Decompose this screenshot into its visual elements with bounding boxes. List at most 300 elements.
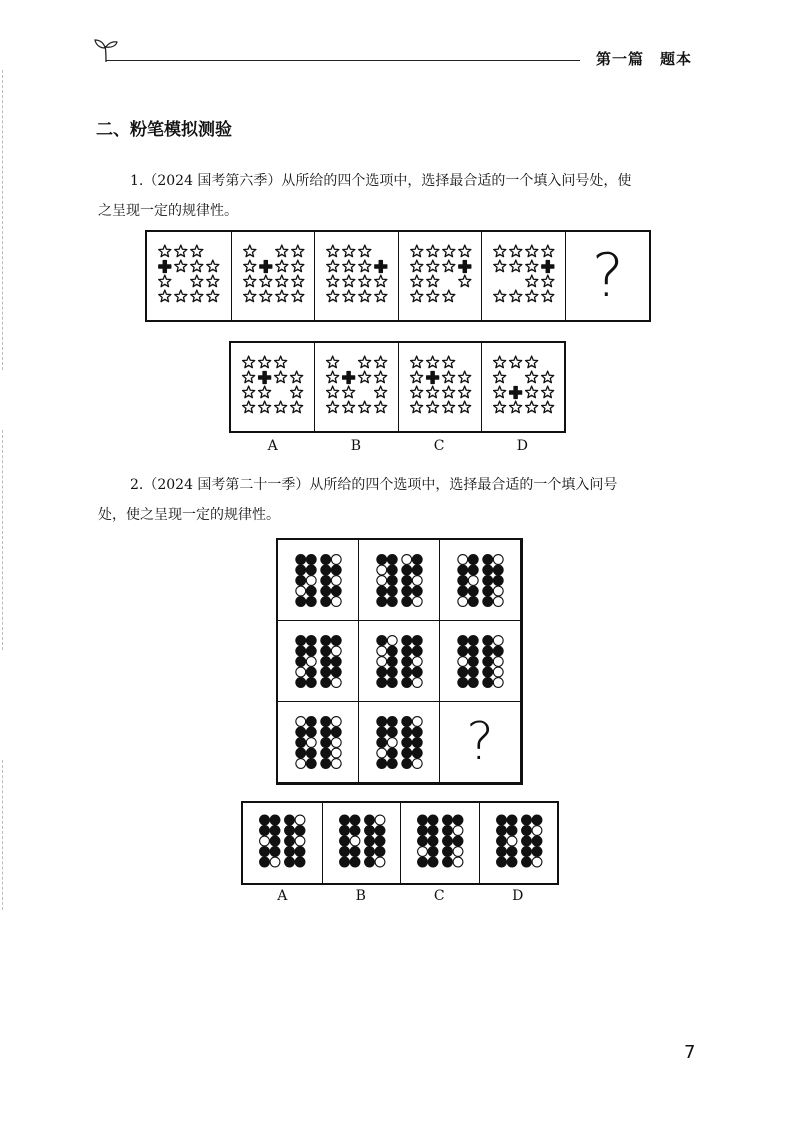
q1-option-C[interactable]: C xyxy=(433,438,445,454)
cross-icon xyxy=(343,372,355,384)
black-circle xyxy=(402,646,412,656)
q2-option-A[interactable]: A xyxy=(277,888,288,904)
star-icon xyxy=(541,371,553,383)
black-circle xyxy=(377,738,387,748)
black-circle xyxy=(285,826,295,836)
white-circle xyxy=(375,815,385,825)
white-circle xyxy=(532,857,542,867)
star-icon xyxy=(411,290,423,302)
black-circle xyxy=(412,727,422,737)
star-icon xyxy=(275,245,287,257)
black-circle xyxy=(377,678,387,688)
cross-icon xyxy=(259,261,271,273)
star-icon xyxy=(494,260,506,272)
black-circle xyxy=(443,857,453,867)
black-circle xyxy=(521,857,531,867)
black-circle xyxy=(458,667,468,677)
black-circle xyxy=(387,717,397,727)
black-circle xyxy=(306,646,316,656)
black-circle xyxy=(468,667,478,677)
q2-option-figure-A[interactable] xyxy=(243,803,322,883)
star-icon xyxy=(541,401,553,413)
star-icon xyxy=(525,356,537,368)
black-circle xyxy=(412,565,422,575)
option-figure-B[interactable] xyxy=(314,343,398,431)
black-circle xyxy=(483,657,493,667)
black-circle xyxy=(296,576,306,586)
black-circle xyxy=(418,826,428,836)
black-circle xyxy=(412,636,422,646)
star-icon xyxy=(458,386,470,398)
black-circle xyxy=(458,576,468,586)
black-circle xyxy=(468,586,478,596)
star-icon xyxy=(410,356,422,368)
black-circle xyxy=(270,847,280,857)
black-circle xyxy=(285,836,295,846)
black-circle xyxy=(350,847,360,857)
question-1-text xyxy=(98,166,698,226)
star-icon xyxy=(327,371,339,383)
black-circle xyxy=(339,815,349,825)
black-circle xyxy=(321,597,331,607)
black-circle xyxy=(483,667,493,677)
star-icon xyxy=(426,356,438,368)
grid-figure-7 xyxy=(277,701,359,783)
black-circle xyxy=(402,657,412,667)
question-2-grid xyxy=(276,538,523,785)
black-circle xyxy=(296,597,306,607)
white-circle xyxy=(493,636,503,646)
star-icon xyxy=(359,401,371,413)
black-circle xyxy=(387,759,397,769)
q2-option-figure-D[interactable] xyxy=(479,803,559,883)
black-circle xyxy=(402,576,412,586)
black-circle xyxy=(260,826,270,836)
black-circle xyxy=(483,636,493,646)
black-circle xyxy=(402,678,412,688)
star-icon xyxy=(526,260,538,272)
star-icon xyxy=(442,371,454,383)
black-circle xyxy=(483,555,493,565)
question-mark: ? xyxy=(466,712,494,772)
black-circle xyxy=(402,738,412,748)
black-circle xyxy=(532,815,542,825)
white-circle xyxy=(295,836,305,846)
grid-figure-1 xyxy=(277,539,359,621)
star-icon xyxy=(359,290,371,302)
black-circle xyxy=(428,815,438,825)
stem-figure-5 xyxy=(481,232,566,320)
star-icon xyxy=(159,290,171,302)
black-circle xyxy=(387,727,397,737)
black-circle xyxy=(428,847,438,857)
black-circle xyxy=(443,836,453,846)
black-circle xyxy=(321,565,331,575)
black-circle xyxy=(428,836,438,846)
option-figure-C[interactable] xyxy=(398,343,482,431)
black-circle xyxy=(296,738,306,748)
black-circle xyxy=(483,678,493,688)
white-circle xyxy=(306,738,316,748)
option-figure-A[interactable] xyxy=(231,343,314,431)
white-circle xyxy=(306,576,316,586)
black-circle xyxy=(364,836,374,846)
black-circle xyxy=(387,565,397,575)
black-circle xyxy=(339,836,349,846)
black-circle xyxy=(483,586,493,596)
star-icon xyxy=(327,356,339,368)
star-icon xyxy=(259,386,271,398)
star-icon xyxy=(275,260,287,272)
black-circle xyxy=(285,847,295,857)
option-figure-D[interactable] xyxy=(481,343,565,431)
black-circle xyxy=(295,857,305,867)
star-icon xyxy=(327,290,339,302)
star-icon xyxy=(243,371,255,383)
question-1-line-2: 之呈现一定的规律性。 xyxy=(98,203,238,219)
black-circle xyxy=(339,857,349,867)
white-circle xyxy=(402,555,412,565)
star-icon xyxy=(442,386,454,398)
white-circle xyxy=(377,646,387,656)
black-circle xyxy=(364,857,374,867)
star-icon xyxy=(410,371,422,383)
black-circle xyxy=(306,727,316,737)
star-icon xyxy=(510,260,522,272)
star-icon xyxy=(375,356,387,368)
black-circle xyxy=(306,565,316,575)
black-circle xyxy=(285,857,295,867)
question-1-stem-panel xyxy=(145,230,651,322)
black-circle xyxy=(387,597,397,607)
star-icon xyxy=(443,245,455,257)
star-icon xyxy=(426,386,438,398)
white-circle xyxy=(468,576,478,586)
black-circle xyxy=(418,815,428,825)
black-circle xyxy=(306,759,316,769)
star-icon xyxy=(542,290,554,302)
star-icon xyxy=(410,401,422,413)
white-circle xyxy=(350,836,360,846)
white-circle xyxy=(387,738,397,748)
black-circle xyxy=(453,836,463,846)
white-circle xyxy=(412,717,422,727)
star-icon xyxy=(443,290,455,302)
white-circle xyxy=(412,576,422,586)
white-circle xyxy=(532,826,542,836)
white-circle xyxy=(493,667,503,677)
star-icon xyxy=(291,275,303,287)
star-icon xyxy=(458,371,470,383)
grid-figure-2 xyxy=(358,539,440,621)
star-icon xyxy=(275,290,287,302)
star-icon xyxy=(291,401,303,413)
black-circle xyxy=(521,826,531,836)
black-circle xyxy=(260,815,270,825)
star-icon xyxy=(427,260,439,272)
star-icon xyxy=(410,386,422,398)
grid-figure-5 xyxy=(358,620,440,702)
black-circle xyxy=(468,555,478,565)
white-circle xyxy=(296,759,306,769)
star-icon xyxy=(327,401,339,413)
black-circle xyxy=(377,759,387,769)
star-icon xyxy=(191,245,203,257)
question-2-line-1: 2.（2024 国考第二十一季）从所给的四个选项中，选择最合适的一个填入问号 xyxy=(130,477,618,493)
star-icon xyxy=(375,275,387,287)
white-circle xyxy=(412,657,422,667)
black-circle xyxy=(260,847,270,857)
black-circle xyxy=(418,857,428,867)
grid-figure-8 xyxy=(358,701,440,783)
white-circle xyxy=(412,759,422,769)
black-circle xyxy=(412,738,422,748)
black-circle xyxy=(387,678,397,688)
black-circle xyxy=(387,667,397,677)
question-2-line-2: 处，使之呈现一定的规律性。 xyxy=(98,507,280,523)
black-circle xyxy=(331,636,341,646)
black-circle xyxy=(296,565,306,575)
star-icon xyxy=(359,356,371,368)
q1-option-D[interactable]: D xyxy=(516,438,528,454)
black-circle xyxy=(306,678,316,688)
black-circle xyxy=(507,815,517,825)
star-icon xyxy=(510,290,522,302)
white-circle xyxy=(453,857,463,867)
star-icon xyxy=(443,260,455,272)
star-icon xyxy=(525,401,537,413)
star-icon xyxy=(493,371,505,383)
black-circle xyxy=(306,636,316,646)
star-icon xyxy=(411,275,423,287)
white-circle xyxy=(377,565,387,575)
white-circle xyxy=(412,597,422,607)
star-icon xyxy=(175,260,187,272)
star-icon xyxy=(291,371,303,383)
white-circle xyxy=(331,717,341,727)
black-circle xyxy=(443,815,453,825)
star-icon xyxy=(327,260,339,272)
star-icon xyxy=(175,290,187,302)
star-icon xyxy=(510,245,522,257)
black-circle xyxy=(402,748,412,758)
q1-option-A[interactable]: A xyxy=(267,438,278,454)
star-icon xyxy=(526,245,538,257)
black-circle xyxy=(350,815,360,825)
black-circle xyxy=(331,727,341,737)
black-circle xyxy=(443,826,453,836)
star-icon xyxy=(259,356,271,368)
black-circle xyxy=(364,815,374,825)
black-circle xyxy=(493,646,503,656)
q2-option-figure-C[interactable] xyxy=(400,803,480,883)
black-circle xyxy=(387,657,397,667)
q2-option-B[interactable]: B xyxy=(355,888,366,904)
star-icon xyxy=(459,275,471,287)
star-icon xyxy=(359,260,371,272)
white-circle xyxy=(493,678,503,688)
black-circle xyxy=(387,576,397,586)
star-icon xyxy=(291,290,303,302)
white-circle xyxy=(412,678,422,688)
black-circle xyxy=(321,586,331,596)
stem-figure-4 xyxy=(398,232,483,320)
black-circle xyxy=(402,759,412,769)
star-icon xyxy=(343,386,355,398)
q1-option-B[interactable]: B xyxy=(350,438,362,454)
star-icon xyxy=(509,356,521,368)
white-circle xyxy=(377,576,387,586)
white-circle xyxy=(331,748,341,758)
black-circle xyxy=(412,748,422,758)
star-icon xyxy=(442,356,454,368)
star-icon xyxy=(375,290,387,302)
star-icon xyxy=(426,401,438,413)
black-circle xyxy=(306,667,316,677)
star-icon xyxy=(243,401,255,413)
star-icon xyxy=(343,245,355,257)
black-circle xyxy=(296,555,306,565)
star-icon xyxy=(526,275,538,287)
star-icon xyxy=(494,245,506,257)
cross-icon xyxy=(509,387,521,399)
black-circle xyxy=(270,836,280,846)
black-circle xyxy=(350,857,360,867)
white-circle xyxy=(270,857,280,867)
star-icon xyxy=(207,260,219,272)
white-circle xyxy=(377,657,387,667)
star-icon xyxy=(493,356,505,368)
black-circle xyxy=(483,646,493,656)
star-icon xyxy=(191,290,203,302)
cross-icon xyxy=(159,261,171,273)
margin-dots xyxy=(2,760,5,910)
q2-option-figure-B[interactable] xyxy=(322,803,402,883)
black-circle xyxy=(270,815,280,825)
question-2-options-panel xyxy=(241,801,559,885)
star-icon xyxy=(375,401,387,413)
black-circle xyxy=(377,717,387,727)
black-circle xyxy=(493,565,503,575)
star-icon xyxy=(175,245,187,257)
stem-figure-3 xyxy=(314,232,399,320)
black-circle xyxy=(428,857,438,867)
black-circle xyxy=(493,576,503,586)
black-circle xyxy=(339,826,349,836)
black-circle xyxy=(468,678,478,688)
black-circle xyxy=(458,636,468,646)
star-icon xyxy=(243,290,255,302)
q2-option-C[interactable]: C xyxy=(433,888,445,904)
black-circle xyxy=(296,657,306,667)
black-circle xyxy=(270,826,280,836)
star-icon xyxy=(207,275,219,287)
black-circle xyxy=(507,847,517,857)
star-icon xyxy=(159,275,171,287)
stem-figure-1 xyxy=(147,232,231,320)
black-circle xyxy=(496,826,506,836)
black-circle xyxy=(496,847,506,857)
black-circle xyxy=(321,657,331,667)
star-icon xyxy=(359,371,371,383)
black-circle xyxy=(375,826,385,836)
black-circle xyxy=(321,717,331,727)
margin-dots xyxy=(2,70,5,370)
white-circle xyxy=(493,555,503,565)
black-circle xyxy=(412,667,422,677)
black-circle xyxy=(458,646,468,656)
page-number: 7 xyxy=(684,1042,696,1063)
black-circle xyxy=(321,678,331,688)
star-icon xyxy=(343,401,355,413)
black-circle xyxy=(377,597,387,607)
black-circle xyxy=(402,667,412,677)
black-circle xyxy=(306,586,316,596)
margin-dots xyxy=(2,430,5,650)
star-icon xyxy=(493,386,505,398)
star-icon xyxy=(275,275,287,287)
white-circle xyxy=(418,847,428,857)
star-icon xyxy=(291,245,303,257)
black-circle xyxy=(377,636,387,646)
star-icon xyxy=(327,275,339,287)
star-icon xyxy=(541,386,553,398)
black-circle xyxy=(295,847,305,857)
grid-figure-3 xyxy=(439,539,521,621)
star-icon xyxy=(259,275,271,287)
star-icon xyxy=(327,245,339,257)
black-circle xyxy=(402,586,412,596)
black-circle xyxy=(443,847,453,857)
black-circle xyxy=(377,727,387,737)
q2-option-D[interactable]: D xyxy=(512,888,524,904)
star-icon xyxy=(411,260,423,272)
black-circle xyxy=(331,667,341,677)
black-circle xyxy=(412,555,422,565)
white-circle xyxy=(260,836,270,846)
black-circle xyxy=(295,826,305,836)
star-icon xyxy=(343,290,355,302)
white-circle xyxy=(458,597,468,607)
star-icon xyxy=(343,260,355,272)
black-circle xyxy=(483,576,493,586)
star-icon xyxy=(243,356,255,368)
white-circle xyxy=(306,657,316,667)
black-circle xyxy=(521,815,531,825)
black-circle xyxy=(412,646,422,656)
black-circle xyxy=(321,738,331,748)
black-circle xyxy=(375,847,385,857)
black-circle xyxy=(331,657,341,667)
star-icon xyxy=(525,386,537,398)
question-mark: ? xyxy=(591,241,624,311)
black-circle xyxy=(402,636,412,646)
star-icon xyxy=(427,275,439,287)
black-circle xyxy=(364,826,374,836)
black-circle xyxy=(296,636,306,646)
star-icon xyxy=(542,275,554,287)
grid-figure-4 xyxy=(277,620,359,702)
black-circle xyxy=(402,565,412,575)
white-circle xyxy=(453,847,463,857)
white-circle xyxy=(458,657,468,667)
star-icon xyxy=(207,290,219,302)
black-circle xyxy=(507,857,517,867)
white-circle xyxy=(331,597,341,607)
star-icon xyxy=(191,260,203,272)
white-circle xyxy=(453,826,463,836)
black-circle xyxy=(458,565,468,575)
